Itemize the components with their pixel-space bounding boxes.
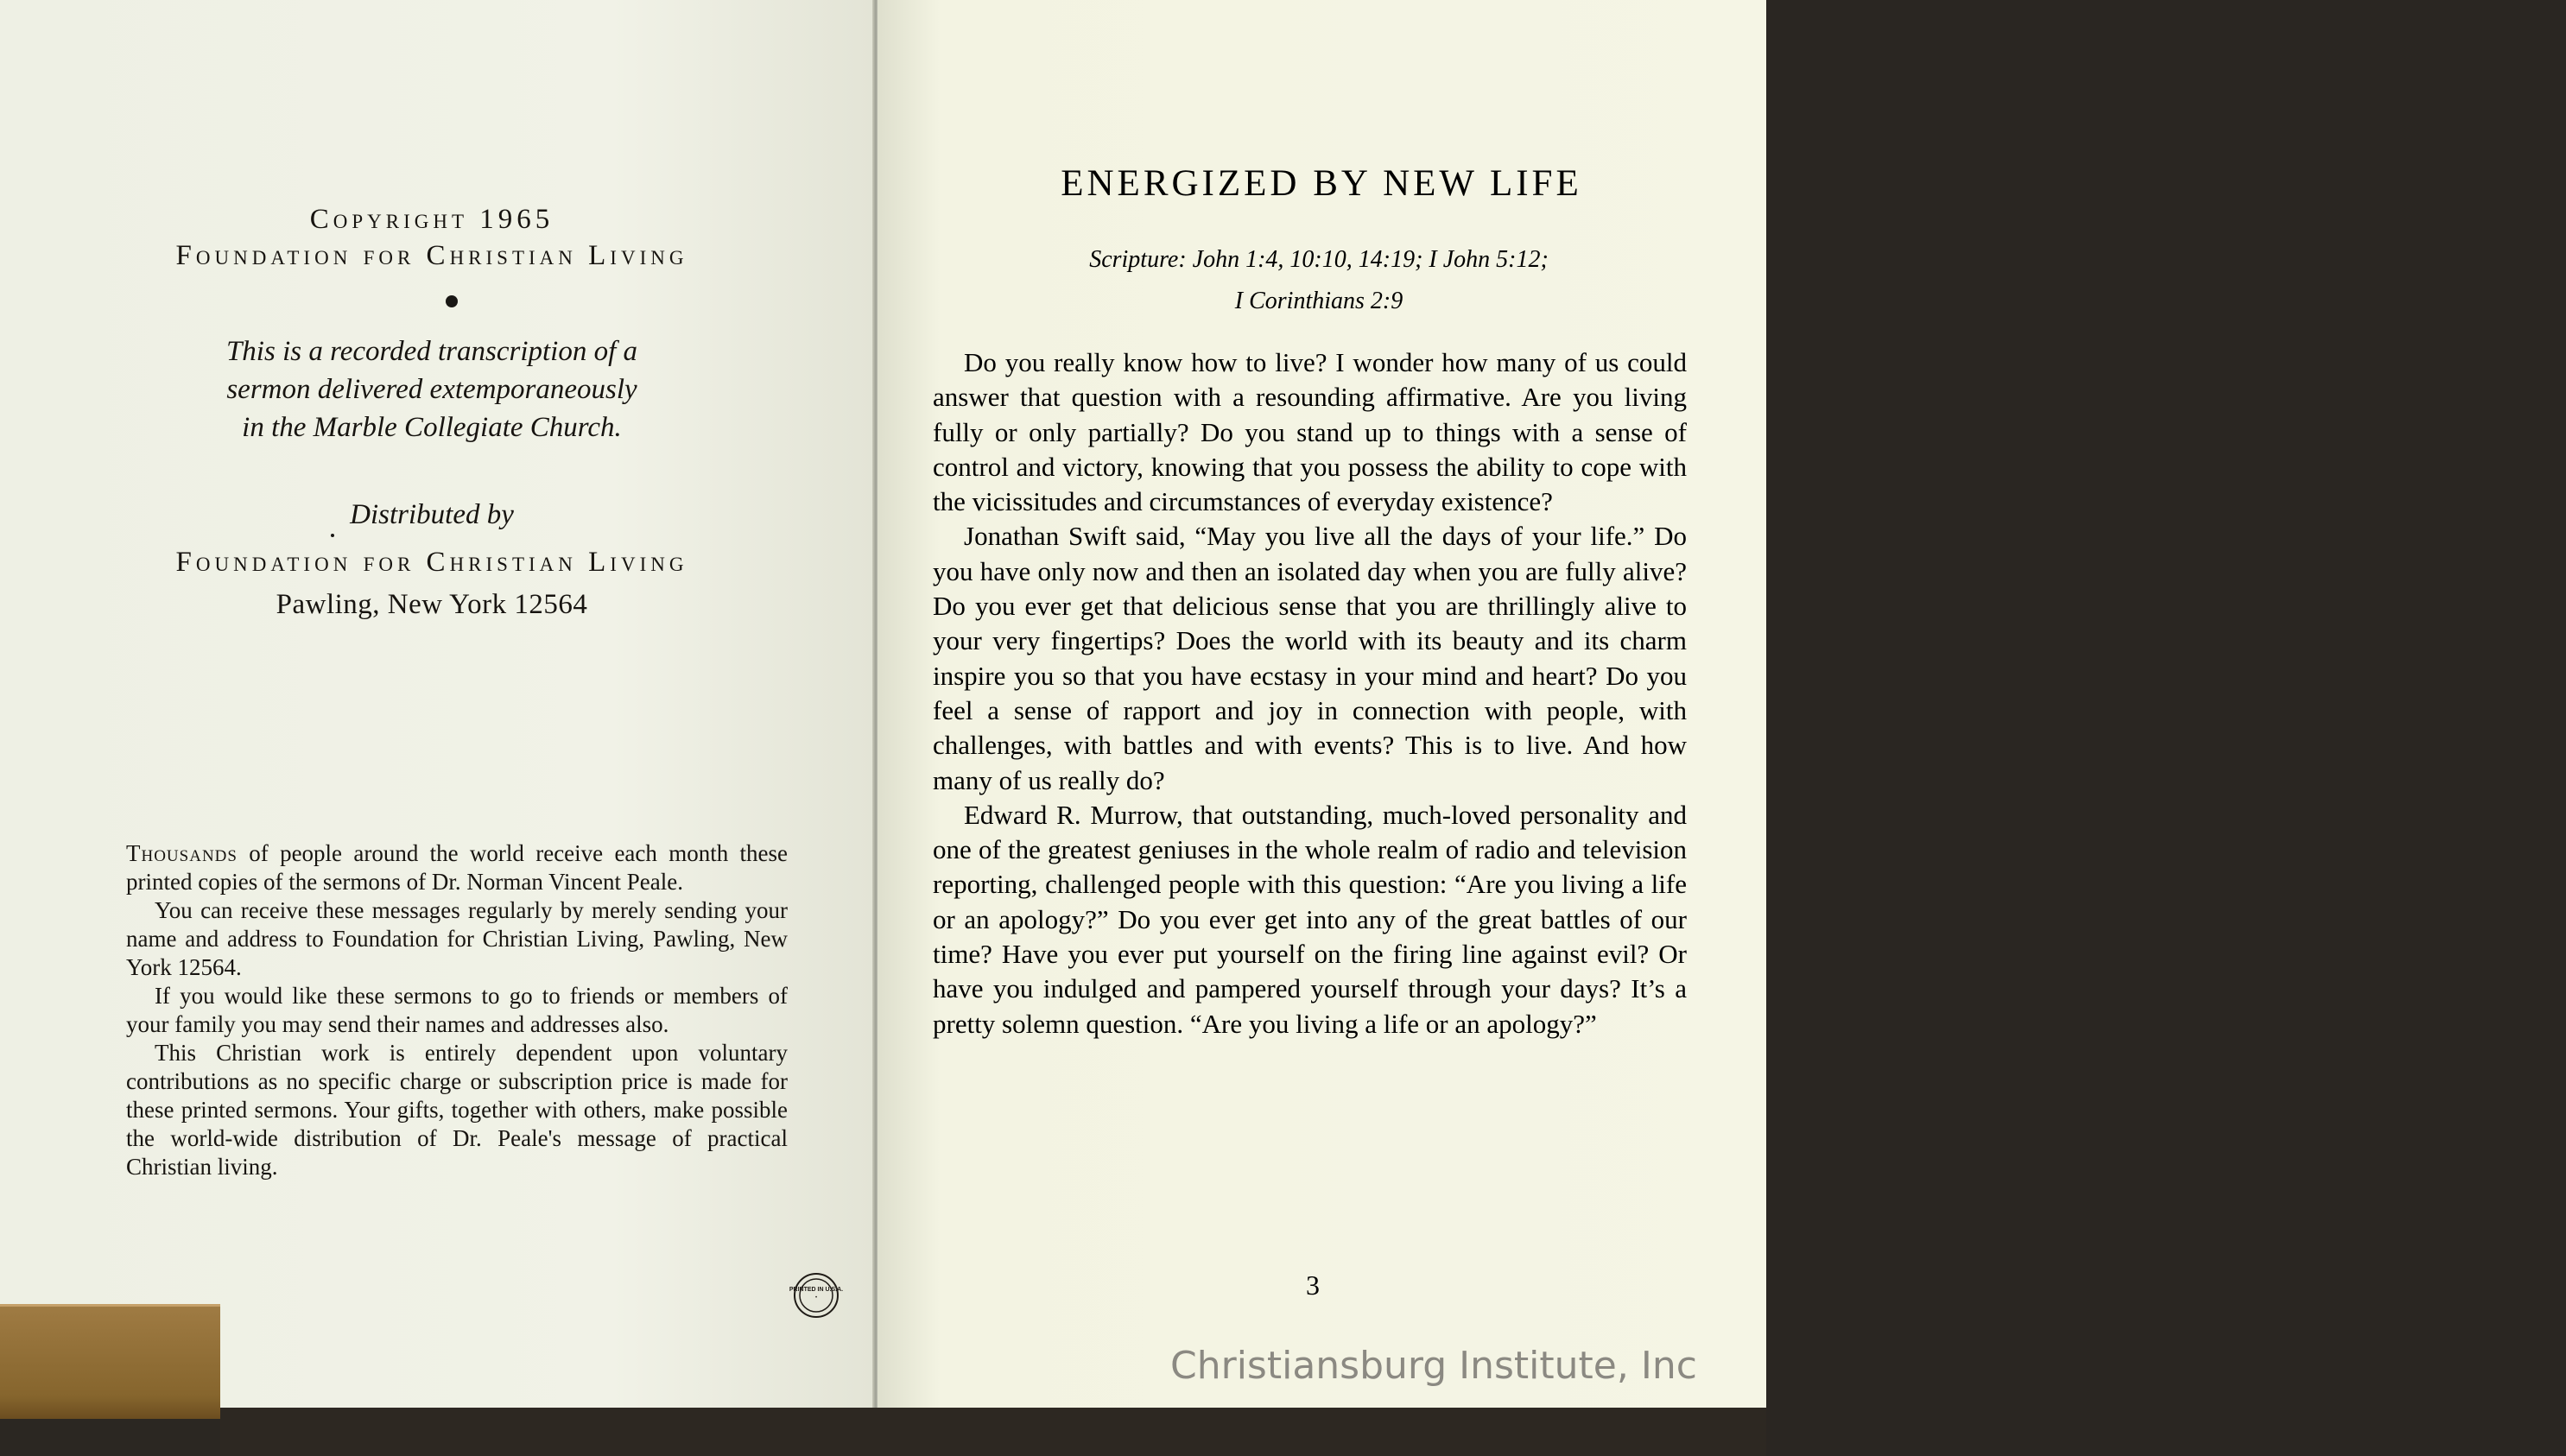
distributed-by-label: Distributed by xyxy=(350,499,514,530)
transcription-line: This is a recorded transcription of a xyxy=(225,336,638,367)
watermark: Christiansburg Institute, Inc xyxy=(1170,1344,1697,1388)
sermon-body xyxy=(933,345,1687,1041)
scripture-line: Scripture: John 1:4, 10:10, 14:19; I John 5:12; xyxy=(1089,246,1549,273)
distributor-address: Pawling, New York 12564 xyxy=(276,589,588,620)
stamp-text: PRINTED IN U.S.A. xyxy=(789,1287,844,1293)
printed-in-usa-stamp-icon xyxy=(789,1273,844,1318)
stamp-mark: • xyxy=(814,1295,818,1301)
tan-paper-block xyxy=(0,1304,220,1419)
transcription-line: in the Marble Collegiate Church. xyxy=(242,412,622,443)
copyright-line: Copyright 1965 xyxy=(309,204,554,235)
notice-first-word: Thousands xyxy=(126,840,238,866)
notice-paragraph: This Christian work is entirely dependent upon voluntary contributions as no specific charge or subscription price is made for these printed sermons. Your gifts, together with others, make possible the world-wide distribution of Dr. Peale's message of practical Christian living. xyxy=(126,1040,788,1180)
bottom-shadow xyxy=(220,1408,1766,1456)
sermon-paragraph: Do you really know how to live? I wonder how many of us could answer that question with a resounding affirmative. Are you living fully or only partially? Do you stand up to things with a sense of control and victory, knowing that you possess the ability to cope with the vicissitudes and circumstances of everyday existence? xyxy=(933,347,1687,517)
notice-paragraph xyxy=(126,839,788,896)
page-number: 3 xyxy=(1306,1269,1320,1301)
sermon-title: ENERGIZED BY NEW LIFE xyxy=(1061,163,1582,204)
organization-name: Foundation for Christian Living xyxy=(175,240,688,271)
show-through-text xyxy=(1815,104,2566,466)
scripture-line: I Corinthians 2:9 xyxy=(1234,288,1403,314)
distribution-notice xyxy=(126,839,788,1181)
separator-bullet-icon xyxy=(446,295,458,307)
notice-paragraph: You can receive these messages regularly by merely sending your name and address to Foundation for Christian Living, Pawling, New York 12564. xyxy=(126,897,788,980)
distributor-name: Foundation for Christian Living xyxy=(175,547,688,578)
stamp-svg xyxy=(789,1276,844,1314)
sermon-paragraph: Edward R. Murrow, that outstanding, much-loved personality and one of the greatest geniuses in the whole realm of radio and television reporting, challenged people with this question: “Are you living a life or an apology?” Do you ever get into any of the great battles of our time? Have you ever put yourself on the firing line against evil? Or have you indulged and pampered yourself through your days? It’s a pretty solemn question. “Are you living a life or an apology?” xyxy=(933,799,1687,1039)
notice-paragraph-rest: of people around the world receive each month these printed copies of the sermons of Dr. Norman Vincent Peale. xyxy=(126,840,788,895)
notice-paragraph: If you would like these sermons to go to friends or members of your family you may send their names and addresses also. xyxy=(126,983,788,1037)
sermon-paragraph: Jonathan Swift said, “May you live all the days of your life.” Do you have only now and then an isolated day when you are fully alive? Do you ever get that delicious sense that you are thrillingly alive to your very fingertips? Does the world with its beauty and its charm inspire you so that you have ecstasy in your mind and heart? Do you feel a sense of rapport and joy in connection with people, with challenges, with battles and with events? This is to live. And how many of us really do? xyxy=(933,521,1687,795)
scripture-reference xyxy=(997,239,1641,322)
transcription-line: sermon delivered extemporaneously xyxy=(226,374,637,405)
ink-dot-icon xyxy=(331,534,334,537)
left-page xyxy=(0,0,874,1408)
transcription-note xyxy=(155,332,708,446)
